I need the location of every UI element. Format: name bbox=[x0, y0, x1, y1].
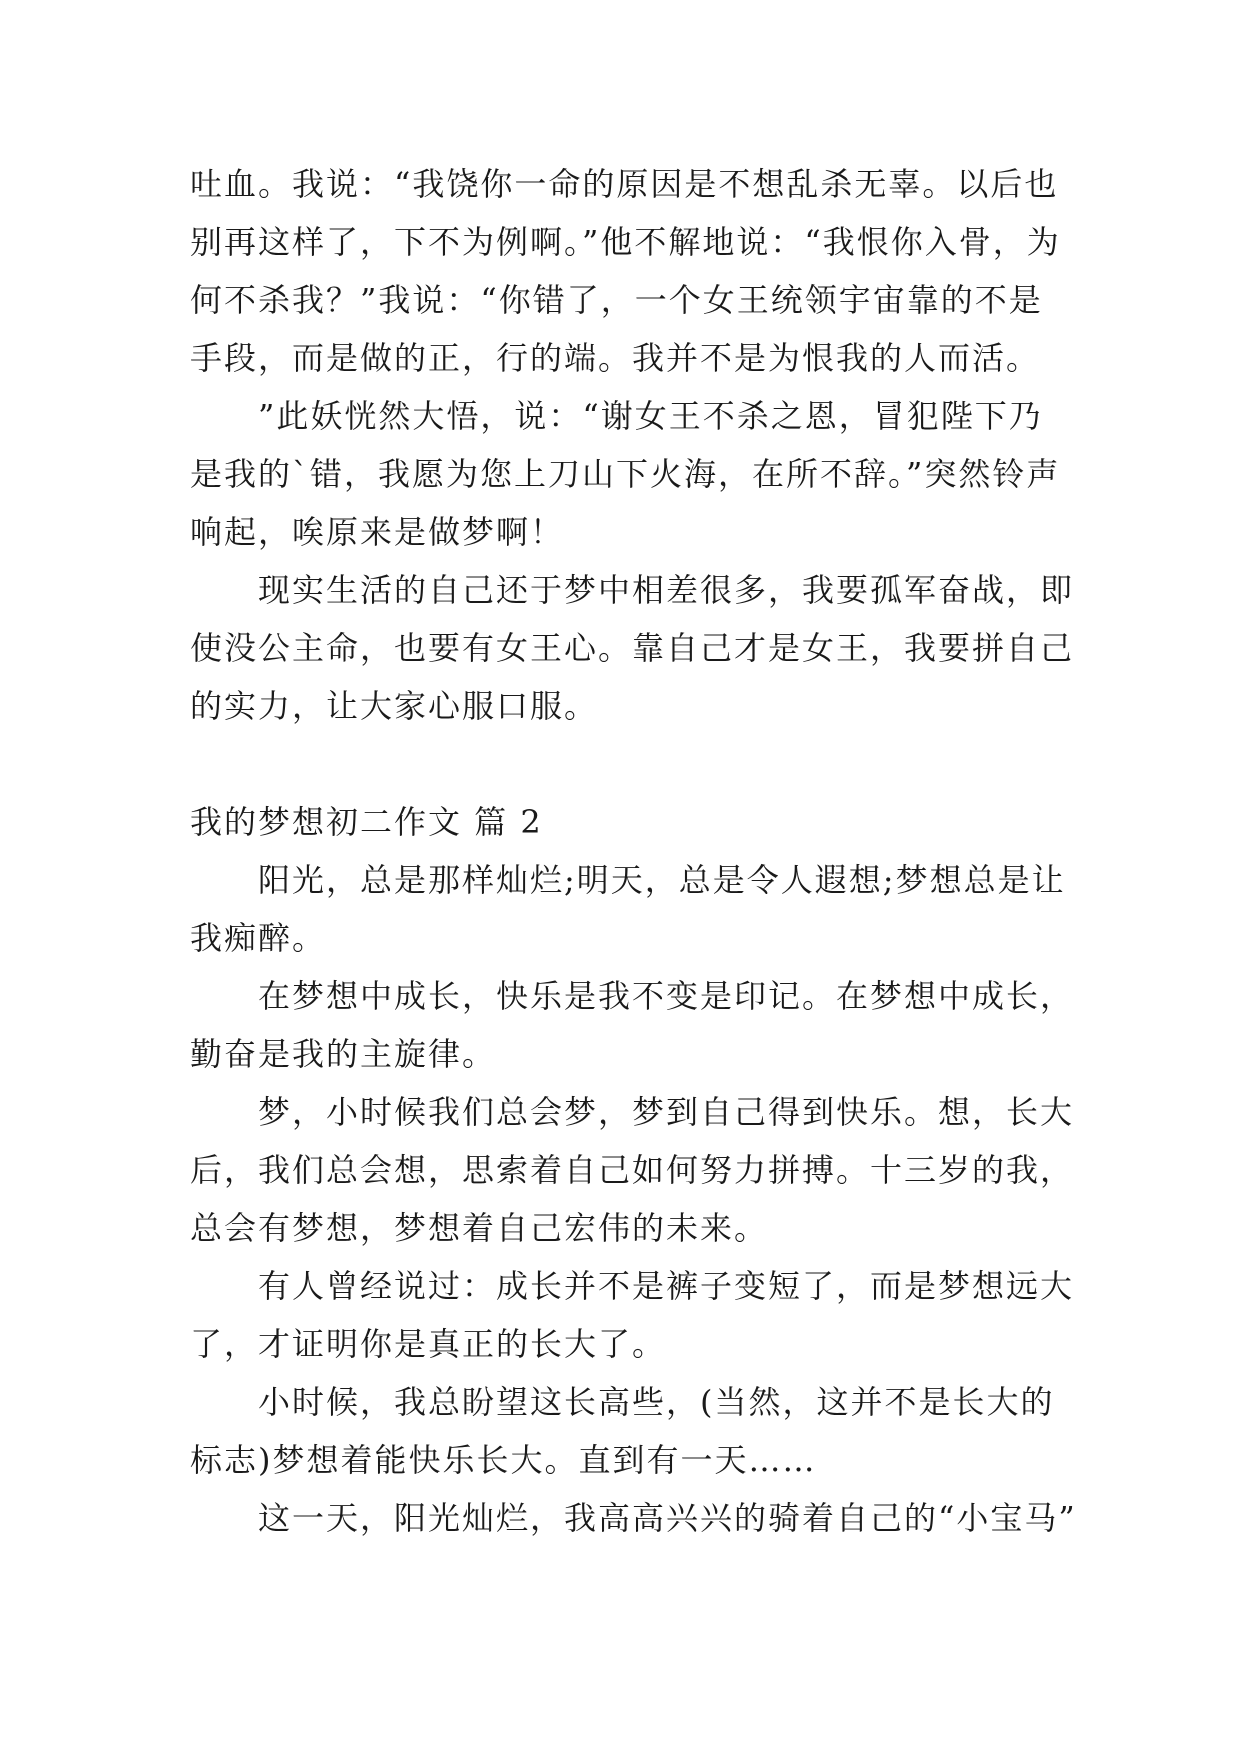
text-line: 了，才证明你是真正的长大了。 bbox=[190, 1325, 667, 1363]
text-line: 使没公主命，也要有女王心。靠自己才是女王，我要拼自己 bbox=[190, 629, 1075, 667]
text-line: 小时候，我总盼望这长高些，(当然，这并不是长大的 bbox=[190, 1383, 1055, 1421]
text-line: 现实生活的自己还于梦中相差很多，我要孤军奋战，即 bbox=[190, 571, 1075, 609]
text-line: 标志)梦想着能快乐长大。直到有一天…… bbox=[190, 1441, 817, 1479]
text-line: 有人曾经说过：成长并不是裤子变短了，而是梦想远大 bbox=[190, 1267, 1075, 1305]
text-line: 我痴醉。 bbox=[190, 919, 327, 957]
text-line: 何不杀我？”我说：“你错了，一个女王统领宇宙靠的不是 bbox=[190, 281, 1043, 319]
text-line: 在梦想中成长，快乐是我不变是印记。在梦想中成长， bbox=[190, 977, 1075, 1015]
section-heading: 我的梦想初二作文 篇 2 bbox=[190, 803, 543, 841]
text-line: 梦，小时候我们总会梦，梦到自己得到快乐。想，长大 bbox=[190, 1093, 1075, 1131]
text-line: 吐血。我说：“我饶你一命的原因是不想乱杀无辜。以后也 bbox=[190, 165, 1059, 203]
text-line: 这一天，阳光灿烂，我高高兴兴的骑着自己的“小宝马” bbox=[190, 1499, 1077, 1537]
text-line: 手段，而是做的正，行的端。我并不是为恨我的人而活。 bbox=[190, 339, 1041, 377]
text-line: 的实力，让大家心服口服。 bbox=[190, 687, 599, 725]
text-line: 阳光，总是那样灿烂;明天，总是令人遐想;梦想总是让 bbox=[190, 861, 1066, 899]
text-line: 别再这样了，下不为例啊。”他不解地说：“我恨你入骨，为 bbox=[190, 223, 1061, 261]
text-line: 响起，唉原来是做梦啊！ bbox=[190, 513, 565, 551]
text-line: ”此妖恍然大悟，说：“谢女王不杀之恩，冒犯陛下乃 bbox=[190, 397, 1043, 435]
text-line: 总会有梦想，梦想着自己宏伟的未来。 bbox=[190, 1209, 769, 1247]
text-line: 勤奋是我的主旋律。 bbox=[190, 1035, 497, 1073]
text-line: 后，我们总会想，思索着自己如何努力拼搏。十三岁的我， bbox=[190, 1151, 1075, 1189]
text-line: 是我的`错，我愿为您上刀山下火海，在所不辞。”突然铃声 bbox=[190, 455, 1061, 493]
